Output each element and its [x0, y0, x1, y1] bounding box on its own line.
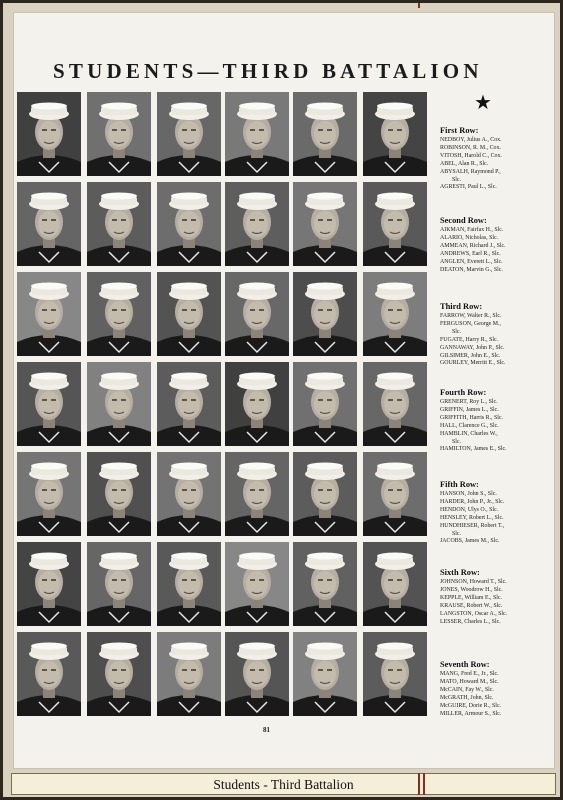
caption-text: Students - Third Battalion	[213, 777, 354, 792]
portrait-photo	[17, 362, 81, 446]
student-name: FERGUSON, George M.,	[440, 320, 501, 327]
portrait-photo	[293, 362, 357, 446]
student-name: ABYSALH, Raymond P.,	[440, 168, 501, 175]
portrait-photo	[157, 272, 221, 356]
student-name: GRIFFITH, Harris R., Slc.	[440, 414, 503, 421]
bottom-marker-left	[418, 773, 420, 795]
row-names-block	[440, 216, 552, 274]
yearbook-page	[13, 12, 555, 769]
student-name: GANNAWAY, John P., Slc.	[440, 344, 505, 351]
portrait-photo	[363, 632, 427, 716]
student-name: Slc.	[452, 438, 461, 445]
student-name: ABEL, Alan R., Slс.	[440, 160, 489, 167]
student-name: Slc.	[452, 530, 461, 537]
portrait-photo	[17, 182, 81, 266]
portrait-photo	[157, 92, 221, 176]
portrait-photo	[293, 542, 357, 626]
row-heading: Fourth Row:	[440, 388, 487, 397]
student-name: ALARIO, Nicholas, Slc.	[440, 234, 499, 241]
row-names-block	[440, 126, 552, 192]
row-heading: Sixth Row:	[440, 568, 480, 577]
photo-grid	[17, 92, 427, 720]
portrait-photo	[157, 182, 221, 266]
portrait-photo	[225, 632, 289, 716]
student-name: JOHNSON, Howard T., Slc.	[440, 579, 507, 585]
portrait-photo	[17, 92, 81, 176]
portrait-photo	[293, 92, 357, 176]
student-name: AMMEAN, Richard J., Slc.	[440, 242, 506, 249]
caption-bar	[11, 773, 556, 795]
student-name: HAMBLIN, Charles W.,	[440, 430, 498, 437]
student-name: HALL, Clarence G., Slc.	[440, 422, 499, 429]
portrait-photo	[157, 632, 221, 716]
row-names-block	[440, 660, 552, 718]
student-name: MANG, Fred E., Jr., Slc.	[440, 671, 499, 677]
student-name: NEDBOY, Julius A., Cox.	[440, 137, 502, 143]
portrait-photo	[293, 632, 357, 716]
page-number: 81	[263, 726, 270, 734]
bottom-marker-right	[423, 773, 425, 795]
student-name: ANDREWS, Earl R., Slc.	[440, 250, 501, 257]
portrait-photo	[17, 542, 81, 626]
student-name: LESSER, Charles L., Slc.	[440, 618, 501, 625]
portrait-photo	[157, 542, 221, 626]
student-name: ROBINSON, R. M., Cox.	[440, 144, 501, 151]
portrait-photo	[87, 92, 151, 176]
student-name: HARDER, John P., Jr., Slc.	[440, 498, 505, 505]
page-title: STUDENTS—THIRD BATTALION	[53, 59, 483, 83]
portrait-photo	[225, 92, 289, 176]
student-name: JONES, Woodrow H., Slc.	[440, 586, 503, 593]
portrait-photo	[225, 452, 289, 536]
portrait-photo	[17, 632, 81, 716]
student-name: JACOBS, James M., Slc.	[440, 538, 500, 545]
student-name: HENSLEY, Robert L., Slc.	[440, 514, 504, 521]
portrait-photo	[17, 272, 81, 356]
portrait-photo	[225, 362, 289, 446]
student-name: AGRESTI, Paul L., Slc.	[440, 184, 497, 191]
portrait-photo	[87, 362, 151, 446]
portrait-photo	[293, 452, 357, 536]
student-name: GOURLEY, Merritt E., Slc.	[440, 360, 506, 367]
portrait-photo	[293, 182, 357, 266]
portrait-photo	[87, 542, 151, 626]
student-name: McGUIRE, Dorie R., Slc.	[440, 702, 502, 709]
portrait-photo	[225, 272, 289, 356]
portrait-photo	[87, 272, 151, 356]
student-name: VITOSH, Harold C., Cox.	[440, 152, 502, 159]
portrait-photo	[87, 632, 151, 716]
student-name: GILSIMER, John E., Slc.	[440, 352, 501, 359]
student-name: HAMILTON, James E., Slc.	[440, 446, 507, 453]
portrait-photo	[363, 272, 427, 356]
student-name: McGRATH, John, Slc.	[440, 694, 494, 701]
portrait-photo	[363, 362, 427, 446]
portrait-photo	[225, 542, 289, 626]
row-heading: Third Row:	[440, 302, 483, 311]
student-name: HANSON, John S., Slc.	[440, 491, 497, 497]
student-name: Slc.	[452, 176, 461, 183]
row-heading: Fifth Row:	[440, 480, 479, 489]
student-name: GRIFFIN, James L., Slc.	[440, 406, 499, 413]
portrait-photo	[363, 452, 427, 536]
portrait-photo	[157, 452, 221, 536]
student-name: MATO, Howard M., Slc.	[440, 678, 499, 685]
row-names-block	[440, 388, 552, 454]
row-heading: Seventh Row:	[440, 660, 490, 669]
student-name: AIKMAN, Fairfax H., Slc.	[440, 227, 504, 233]
portrait-photo	[363, 182, 427, 266]
row-names-block	[440, 480, 552, 546]
portrait-photo	[363, 542, 427, 626]
row-heading: First Row:	[440, 126, 479, 135]
student-name: Slc.	[452, 328, 461, 335]
student-name: FUGATE, Harry R., Slc.	[440, 336, 499, 343]
student-name: DEATON, Marvin G., Slc.	[440, 266, 503, 273]
portrait-photo	[17, 452, 81, 536]
student-name: LANGSTON, Oscar A., Slc.	[440, 610, 508, 617]
top-marker	[418, 3, 420, 8]
student-name: HUNDHIESER, Robert T.,	[440, 522, 505, 529]
student-name: KRAUSE, Robert W., Slc.	[440, 602, 503, 609]
portrait-photo	[225, 182, 289, 266]
student-name: HENDON, Ulys O., Slc.	[440, 506, 499, 513]
portrait-photo	[157, 362, 221, 446]
portrait-photo	[87, 452, 151, 536]
student-name: KEPPLE, William E., Slc.	[440, 594, 502, 601]
student-name: GRENERT, Roy L., Slc.	[440, 399, 498, 405]
student-name: MILLER, Armour S., Slc.	[440, 710, 502, 717]
portrait-photo	[293, 272, 357, 356]
star-icon: ★	[474, 92, 492, 114]
student-name: ANGLEN, Everett L., Slc.	[440, 258, 503, 265]
row-names-block	[440, 568, 552, 626]
portrait-photo	[87, 182, 151, 266]
student-name: McCAIN, Fay W., Slc.	[440, 686, 494, 693]
row-names-block	[440, 302, 552, 368]
row-heading: Second Row:	[440, 216, 487, 225]
student-name: FARROW, Walter R., Slc.	[440, 313, 502, 319]
portrait-photo	[363, 92, 427, 176]
